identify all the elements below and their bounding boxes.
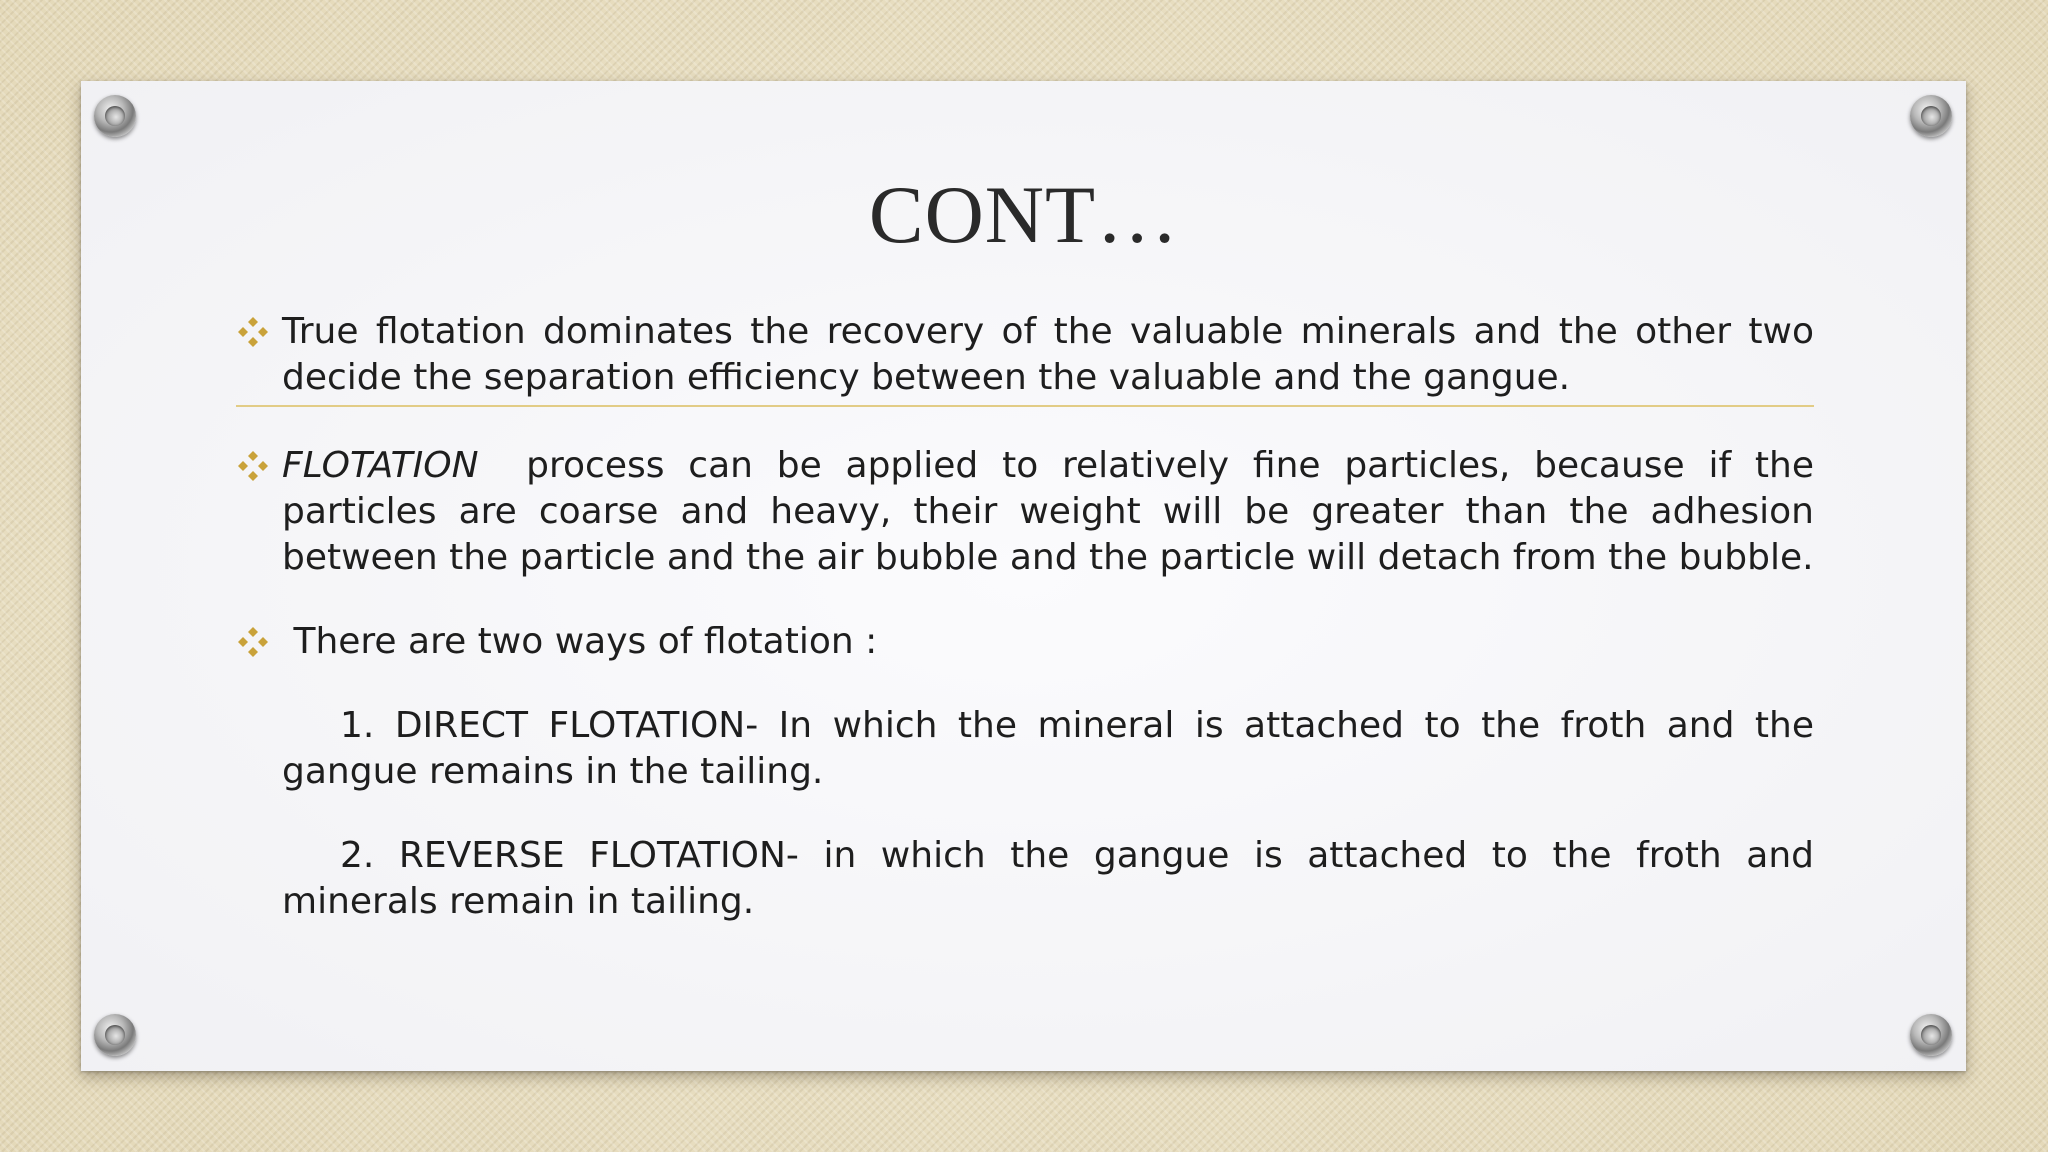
four-diamond-icon — [236, 315, 270, 349]
divider-line — [236, 405, 1814, 407]
four-diamond-icon — [236, 625, 270, 659]
bullet-item — [236, 443, 1826, 581]
slide-content — [236, 309, 1826, 925]
sub-item-reverse-flotation: 2. REVERSE FLOTATION- in which the gangue is attached to the froth and minerals remain in tailing. — [282, 835, 1814, 922]
four-diamond-icon — [236, 449, 270, 483]
grommet-top-left-icon — [94, 95, 136, 137]
sub-item-direct-flotation: 1. DIRECT FLOTATION- In which the mineral is attached to the froth and the gangue remains in the tailing. — [282, 705, 1814, 792]
grommet-bottom-right-icon — [1910, 1014, 1952, 1056]
slide-title: CONT… — [868, 169, 1180, 260]
bullet-emphasis: FLOTATION — [282, 445, 479, 486]
bullet-text: process can be applied to relatively fine particles, because if the particles are coarse and heavy, their weight will be greater than the adhesion between the particle and the air bubble and the particle will detach from the bubble. — [282, 445, 1826, 578]
bullet-text: There are two ways of flotation : — [282, 621, 878, 662]
bullet-item — [236, 309, 1814, 401]
grommet-bottom-left-icon — [94, 1014, 136, 1056]
grommet-top-right-icon — [1910, 95, 1952, 137]
bullet-text: True flotation dominates the recovery of the valuable minerals and the other two decide the separation efficiency between the valuable and the gangue. — [282, 311, 1814, 398]
bullet-item — [236, 619, 1814, 665]
